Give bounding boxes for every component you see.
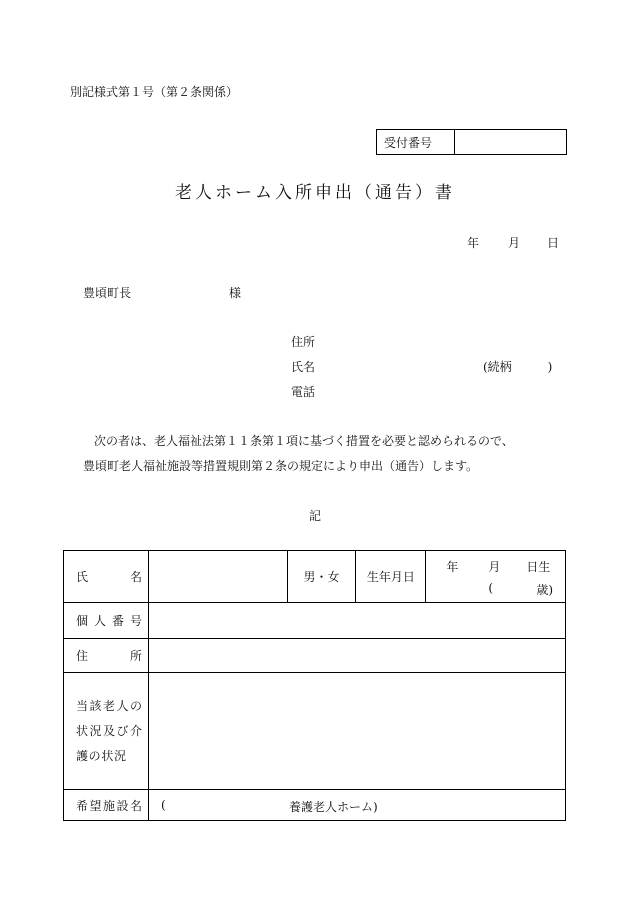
personal-number-field[interactable] [148,603,565,639]
situation-label-char: 人 [116,698,129,713]
name-label-char: 氏 [76,570,89,584]
facility-label-cell [64,790,149,821]
address-label-char: 住 [76,649,89,663]
situation-label-char: の [88,748,101,763]
situation-label-cell [64,673,149,790]
facility-label-char: 希 [76,798,89,813]
personal-number-label-char: 個 [76,614,89,628]
situation-field[interactable] [148,673,565,790]
applicant-phone-label: 電話 [291,385,316,399]
age-open-paren: ( [488,580,494,595]
situation-label-char: 介 [129,723,142,738]
addressee-name: 豊頃町長 [83,286,132,300]
document-title: 老人ホーム入所申出（通告）書 [175,183,455,203]
birth-day-unit: 日生 [526,559,551,574]
table-row [64,790,566,821]
date-year[interactable]: 年 [467,236,480,250]
situation-label-char: 状 [76,723,89,738]
age-unit: 歳) [536,582,554,597]
situation-label-char: の [129,698,142,713]
address-label-cell [64,639,149,673]
form-number: 別記様式第１号（第２条関係） [70,85,239,99]
table-row [64,639,566,673]
birth-year-unit: 年 [446,559,459,574]
situation-label-char: 老 [102,698,115,713]
applicant-name-label: 氏名 [291,360,316,374]
body-line-2: 豊頃町老人福祉施設等措置規則第２条の規定により申出（通告）します。 [83,459,479,473]
situation-label-char: び [116,723,129,738]
name-label-char: 名 [129,570,142,584]
facility-label-char: 施 [102,798,115,813]
situation-label-char: 当 [76,698,89,713]
applicant-address-label: 住所 [291,335,316,349]
facility-field[interactable] [148,790,565,821]
situation-label-char: 況 [89,723,102,738]
personal-number-label-char: 人 [93,614,106,628]
gender-field[interactable]: 男・女 [287,551,356,603]
situation-label-char: 該 [89,698,102,713]
personal-number-label-char: 番 [111,614,124,628]
facility-label-char: 望 [89,798,102,813]
situation-label-char: 況 [113,748,126,763]
birth-date-label: 生年月日 [356,551,426,603]
ki-heading: 記 [309,509,322,523]
body-line-1: 次の者は、老人福祉法第１１条第１項に基づく措置を必要と認められるので、 [94,434,514,448]
address-label-char: 所 [129,649,142,663]
addressee-honorific: 様 [229,286,242,300]
address-field[interactable] [148,639,565,673]
facility-label-char: 設 [116,798,129,813]
facility-suffix: 養護老人ホーム) [288,799,378,814]
facility-label-char: 名 [129,798,142,813]
receipt-number-field[interactable] [455,130,566,154]
table-row [64,603,566,639]
date-month[interactable]: 月 [508,236,521,250]
situation-label-char: 護 [76,748,89,763]
personal-number-label-cell [64,603,149,639]
birth-date-field[interactable] [426,551,566,603]
table-row [64,551,566,603]
situation-label-char: 状 [101,748,114,763]
facility-open-paren: ( [160,797,166,812]
name-label-cell [64,551,149,603]
name-field[interactable] [148,551,287,603]
applicant-relation-label: (続柄 ) [483,360,553,374]
receipt-number-label: 受付番号 [377,130,455,154]
birth-month-unit: 月 [488,559,501,574]
table-row [64,673,566,790]
personal-number-label-char: 号 [129,614,142,628]
receipt-number-box [376,129,567,155]
situation-label-char: 及 [102,723,115,738]
application-table [63,550,566,821]
date-day[interactable]: 日 [547,236,560,250]
